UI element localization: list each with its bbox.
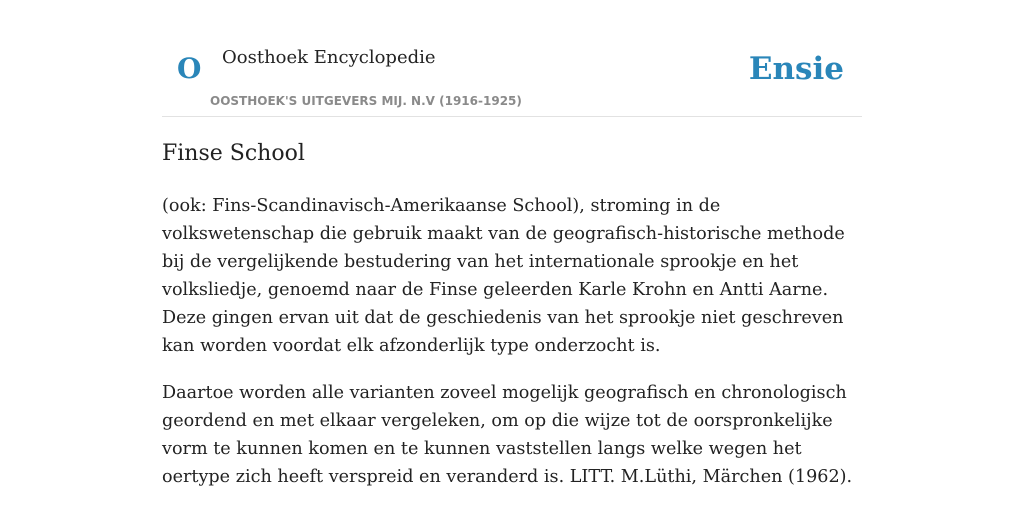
article-paragraph-2: Daartoe worden alle varianten zoveel mogelijk geografisch en chronologisch geordend en met elkaar vergeleken, om op die wijze tot de oorspronkelijke vorm te kunnen komen en te kunnen vaststellen langs welke wegen het oertype zich heeft verspreid en veranderd is. LITT. M.Lüthi, Märchen (1962).	[162, 383, 853, 487]
article	[162, 138, 864, 491]
article-paragraph-1: (ook: Fins-Scandinavisch-Amerikaanse School), stroming in de volkswetenschap die gebruik maakt van de geografisch-historische methode bij de vergelijkende bestudering van het internationale sprookje en het volksliedje, genoemd naar de Finse geleerden Karle Krohn en Antti Aarne. Deze gingen ervan uit dat de geschiedenis van het sprookje niet geschreven kan worden voordat elk afzonderlijk type onderzocht is.	[162, 196, 845, 356]
article-title: Finse School	[162, 141, 305, 166]
publication-logo[interactable]: O	[177, 52, 202, 85]
publisher-subtitle: OOSTHOEK'S UITGEVERS MIJ. N.V (1916-1925)	[210, 94, 522, 108]
ensie-logo-link[interactable]: Ensie	[748, 51, 844, 87]
page-header	[162, 0, 862, 117]
publication-title[interactable]: Oosthoek Encyclopedie	[222, 47, 436, 68]
